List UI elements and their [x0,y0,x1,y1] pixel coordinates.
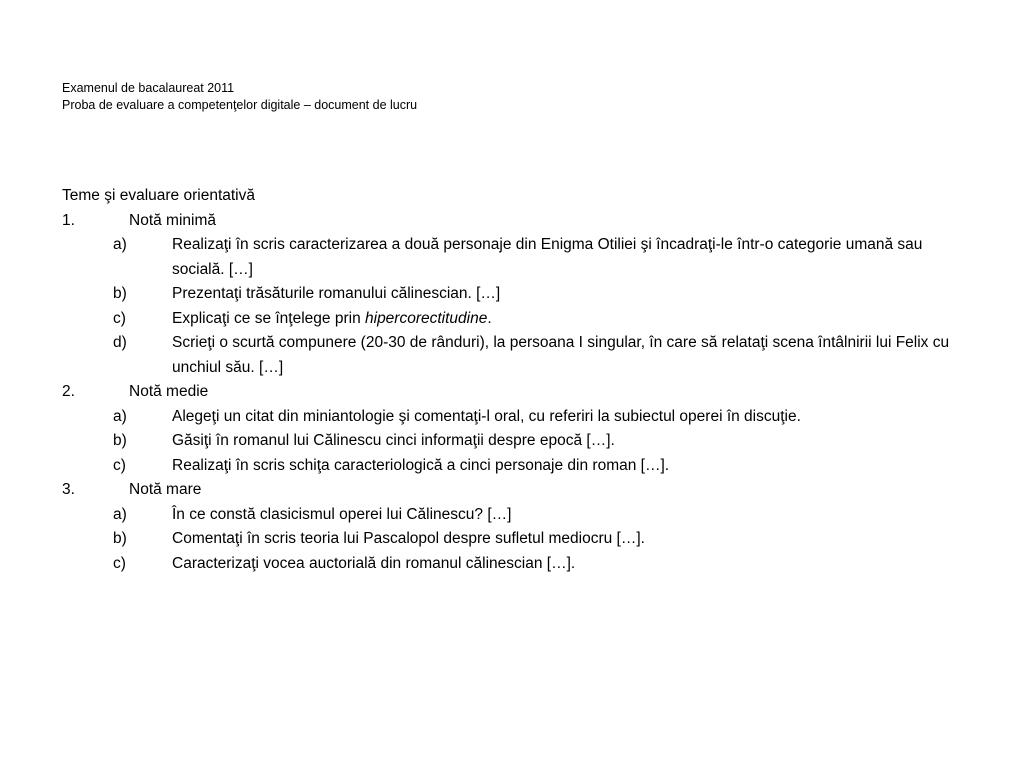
document-header [62,80,417,114]
task-text: În ce constă clasicismul operei lui Călinescu? […] [172,505,512,523]
task-text [172,307,952,332]
task-letter: b) [113,530,127,547]
task-item [62,527,962,552]
grade-group-label: Notă minimă [129,211,216,229]
grade-group-2 [62,380,962,478]
task-letter: b) [113,285,127,302]
task-item [62,552,962,577]
task-item [62,307,962,332]
grade-group-number: 1. [62,211,75,229]
task-letter: c) [113,309,126,327]
grade-group-heading [62,478,962,503]
task-text: Comentaţi în scris teoria lui Pascalopol despre sufletul mediocru […]. [172,530,645,547]
section-title: Teme şi evaluare orientativă [62,187,255,204]
grade-group-3 [62,478,962,576]
task-item [62,405,962,430]
task-text: Scrieţi o scurtă compunere (20-30 de rânduri), la persoana I singular, în care să relataţi scena întâlnirii lui Felix cu unchiul său. […] [172,334,950,376]
task-letter: c) [113,456,126,474]
task-letter: a) [113,505,127,523]
header-exam-title: Examenul de bacalaureat 2011 [62,81,235,95]
task-text-before: Explicaţi ce se înţelege prin [172,309,365,327]
grade-group-heading [62,380,962,405]
task-text: Realizaţi în scris caracterizarea a două personaje din Enigma Otiliei şi încadraţi-le într-o categorie umană sau socială. […] [172,236,923,278]
document-body [62,184,962,576]
task-item [62,503,962,528]
task-item [62,233,962,282]
task-text: Realizaţi în scris schiţa caracteriologică a cinci personaje din roman […]. [172,456,670,474]
task-letter: b) [113,432,127,449]
task-item [62,429,962,454]
task-letter: d) [113,334,127,351]
task-text: Prezentaţi trăsăturile romanului călinescian. […] [172,285,501,302]
task-letter: a) [113,407,127,425]
grade-group-label: Notă medie [129,383,209,400]
header-exam-subtitle: Proba de evaluare a competenţelor digitale – document de lucru [62,98,418,112]
grade-group-heading [62,209,962,234]
task-letter: c) [113,554,126,572]
task-item [62,454,962,479]
task-text-italic-term: hipercorectitudine [365,309,488,327]
task-item [62,331,962,380]
task-text: Alegeţi un citat din miniantologie şi comentaţi-l oral, cu referiri la subiectul operei în discuţie. [172,407,801,425]
task-letter: a) [113,236,127,253]
grade-group-number: 2. [62,383,75,400]
grade-group-number: 3. [62,481,75,498]
task-text: Găsiţi în romanul lui Călinescu cinci informaţii despre epocă […]. [172,432,615,449]
grade-group-label: Notă mare [129,481,202,498]
task-text: Caracterizaţi vocea auctorială din romanul călinescian […]. [172,554,576,572]
task-text-after: . [487,309,492,327]
task-item [62,282,962,307]
grade-group-1 [62,209,962,381]
